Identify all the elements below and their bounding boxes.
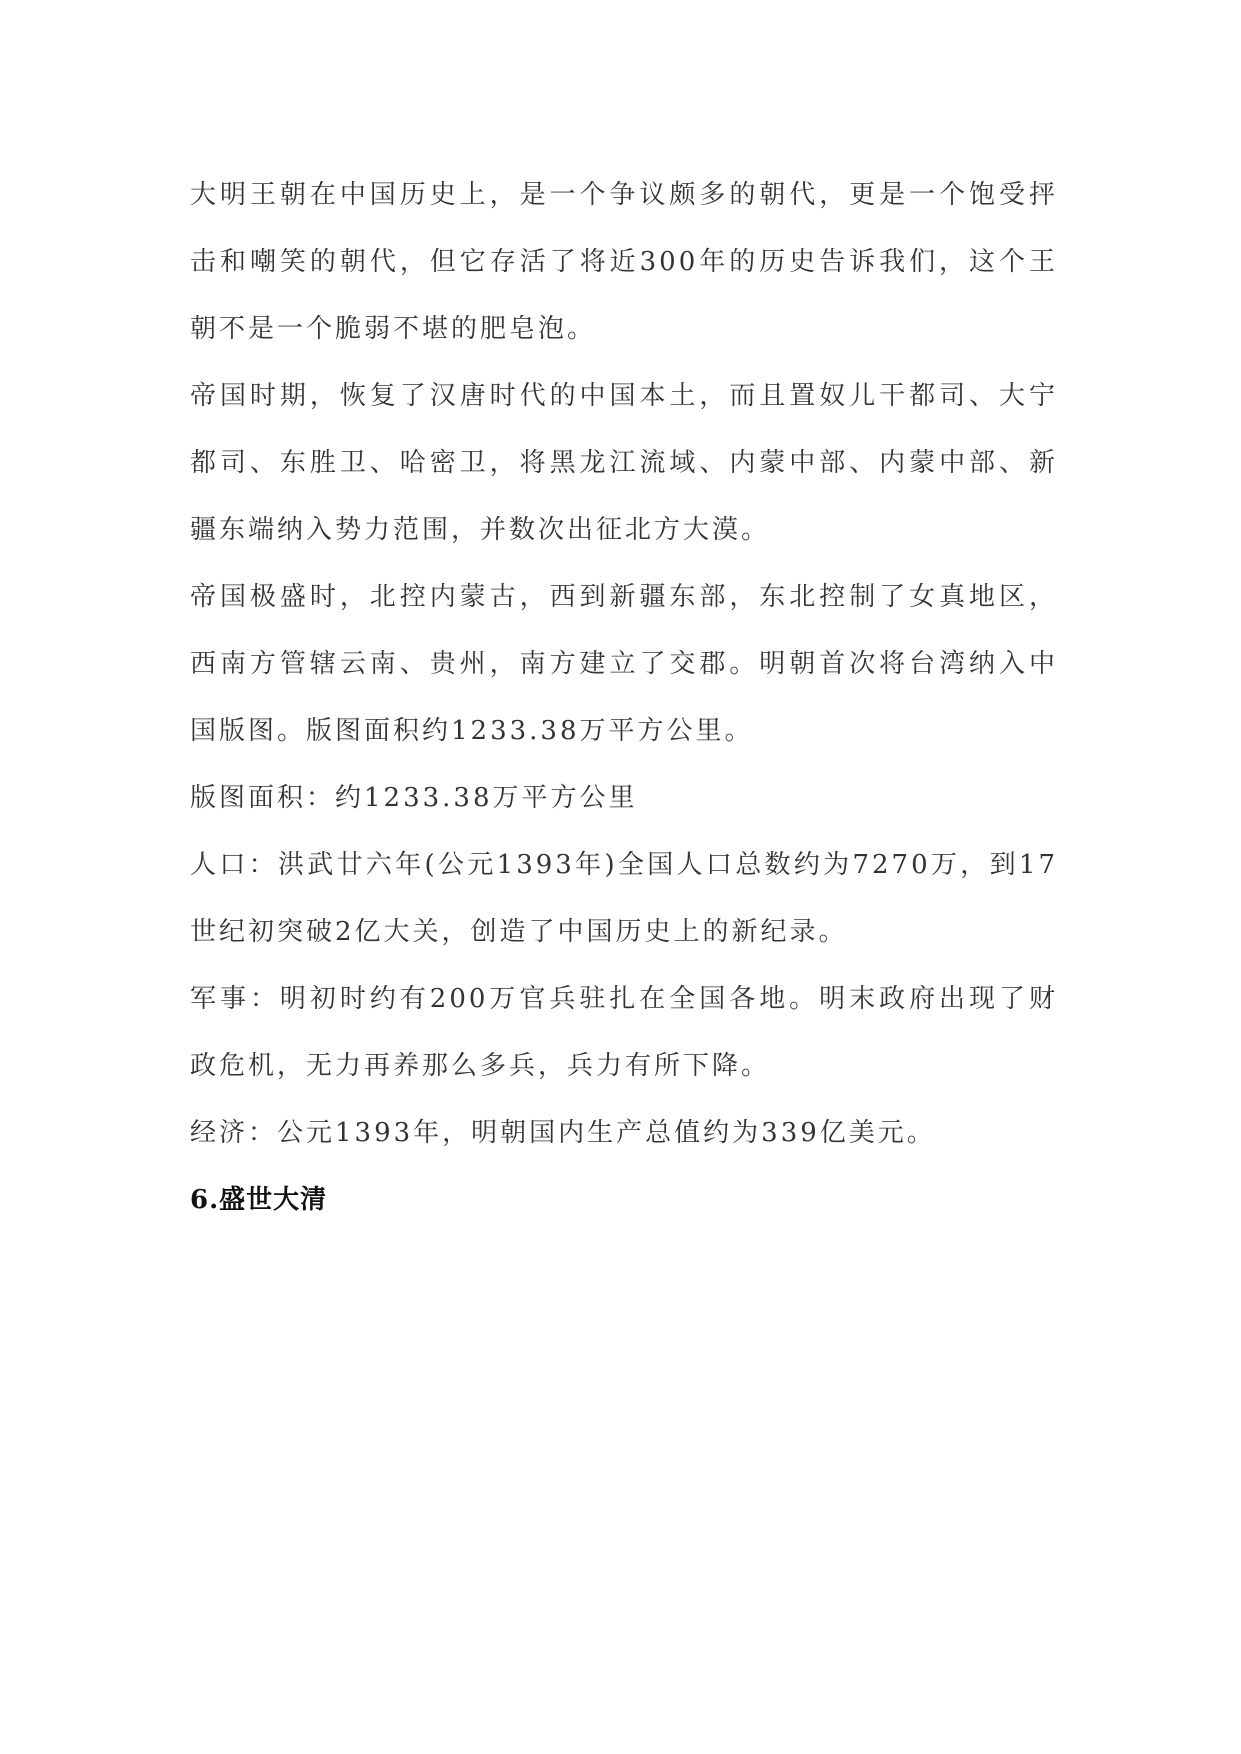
paragraph-territory-area: 版图面积：约1233.38万平方公里 bbox=[190, 783, 638, 813]
paragraph-economy: 经济：公元1393年，明朝国内生产总值约为339亿美元。 bbox=[190, 1118, 936, 1148]
paragraph-empire-period: 帝国时期，恢复了汉唐时代的中国本土，而且置奴儿干都司、大宁都司、东胜卫、哈密卫，将黑龙江流域、内蒙中部、内蒙中部、新疆东端纳入势力范围，并数次出征北方大漠。 bbox=[190, 381, 1058, 545]
paragraph-military: 军事：明初时约有200万官兵驻扎在全国各地。明末政府出现了财政危机，无力再养那么多兵，兵力有所下降。 bbox=[190, 984, 1058, 1081]
paragraph-empire-peak: 帝国极盛时，北控内蒙古，西到新疆东部，东北控制了女真地区，西南方管辖云南、贵州，南方建立了交郡。明朝首次将台湾纳入中国版图。版图面积约1233.38万平方公里。 bbox=[190, 582, 1058, 746]
document-body bbox=[190, 162, 1058, 1234]
paragraph-ming-intro: 大明王朝在中国历史上，是一个争议颇多的朝代，更是一个饱受抨击和嘲笑的朝代，但它存活了将近300年的历史告诉我们，这个王朝不是一个脆弱不堪的肥皂泡。 bbox=[190, 180, 1058, 344]
section-heading: 6.盛世大清 bbox=[190, 1185, 328, 1215]
paragraph-population: 人口：洪武廿六年(公元1393年)全国人口总数约为7270万，到17世纪初突破2亿大关，创造了中国历史上的新纪录。 bbox=[190, 850, 1058, 947]
